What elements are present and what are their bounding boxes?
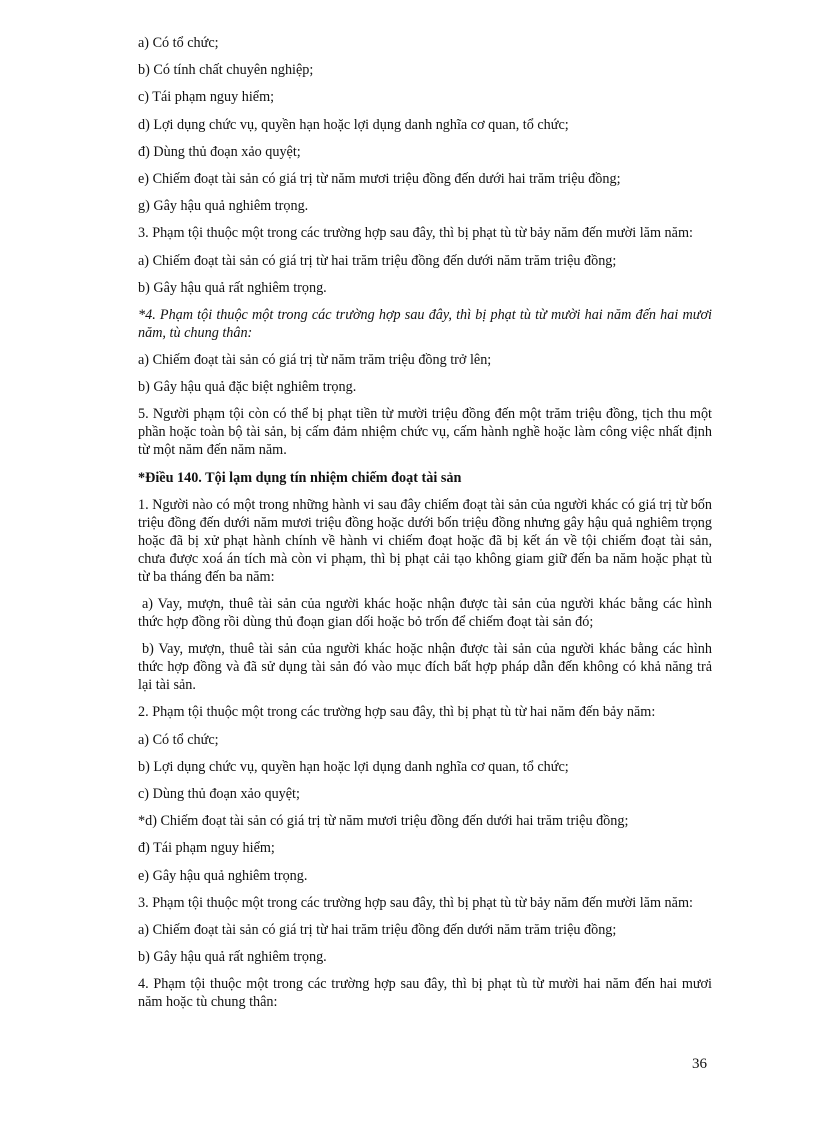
article-140-clause-a-value: a) Chiếm đoạt tài sản có giá trị từ hai trăm triệu đồng đến dưới năm trăm triệu đồng; [138, 921, 617, 938]
article-140-paragraph-4: 4. Phạm tội thuộc một trong các trường hợp sau đây, thì bị phạt tù từ mười hai năm đến hai mươi năm hoặc tù chung thân: [138, 976, 712, 1011]
article-140-clause-b-very-serious: b) Gây hậu quả rất nghiêm trọng. [138, 949, 327, 966]
article-140-clause-c-tricks: c) Dùng thủ đoạn xảo quyệt; [138, 785, 300, 802]
article-140-clause-e-consequences: e) Gây hậu quả nghiêm trọng. [138, 867, 308, 884]
clause-g-consequences: g) Gây hậu quả nghiêm trọng. [138, 198, 309, 215]
clause-a-value-over: a) Chiếm đoạt tài sản có giá trị từ năm trăm triệu đồng trở lên; [138, 352, 492, 369]
article-140-clause-a-organized: a) Có tổ chức; [138, 731, 219, 748]
paragraph-5: 5. Người phạm tội còn có thể bị phạt tiền từ mười triệu đồng đến một trăm triệu đồng, tịch thu một phần hoặc toàn bộ tài sản, bị cấm đảm nhiệm chức vụ, cấm hành nghề hoặc làm công việc nhất định từ một năm đến năm năm. [138, 406, 712, 459]
article-140-heading: *Điều 140. Tội lạm dụng tín nhiệm chiếm đoạt tài sản [138, 469, 462, 486]
clause-c-recidivism: c) Tái phạm nguy hiểm; [138, 89, 275, 106]
article-140-paragraph-1: 1. Người nào có một trong những hành vi sau đây chiếm đoạt tài sản của người khác có giá trị từ bốn triệu đồng đến dưới năm mươi triệu đồng hoặc dưới bốn triệu đồng nhưng gây hậu quả nghiêm trọng hoặc đã bị xử phạt hành chính về hành vi chiếm đoạt hoặc đã bị kết án về tội chiếm đoạt tài sản, chưa được xoá án tích mà còn vi phạm, thì bị phạt cải tạo không giam giữ đến ba năm hoặc phạt tù từ ba tháng đến ba năm: [138, 496, 712, 585]
clause-dd-tricks: đ) Dùng thủ đoạn xảo quyệt; [138, 143, 301, 160]
article-140-clause-b-abuse: b) Lợi dụng chức vụ, quyền hạn hoặc lợi dụng danh nghĩa cơ quan, tổ chức; [138, 758, 569, 775]
clause-a-organized: a) Có tổ chức; [138, 35, 219, 51]
document-body [138, 34, 712, 1020]
article-140-paragraph-3: 3. Phạm tội thuộc một trong các trường hợp sau đây, thì bị phạt tù từ bảy năm đến mười lăm năm: [138, 894, 693, 911]
clause-e-value: e) Chiếm đoạt tài sản có giá trị từ năm mươi triệu đồng đến dưới hai trăm triệu đồng; [138, 170, 621, 187]
article-140-clause-dd-recidivism: đ) Tái phạm nguy hiểm; [138, 840, 275, 857]
clause-b-very-serious: b) Gây hậu quả rất nghiêm trọng. [138, 279, 327, 296]
paragraph-3: 3. Phạm tội thuộc một trong các trường hợp sau đây, thì bị phạt tù từ bảy năm đến mười lăm năm: [138, 225, 693, 242]
page-number: 36 [692, 1056, 707, 1072]
clause-b-professional: b) Có tính chất chuyên nghiệp; [138, 62, 314, 79]
article-140-paragraph-2: 2. Phạm tội thuộc một trong các trường hợp sau đây, thì bị phạt tù từ hai năm đến bảy năm: [138, 704, 656, 721]
article-140-clause-a: a) Vay, mượn, thuê tài sản của người khác hoặc nhận được tài sản của người khác bằng các hình thức hợp đồng rồi dùng thủ đoạn gian dối hoặc bỏ trốn để chiếm đoạt tài sản đó; [138, 596, 712, 630]
clause-d-abuse-of-position: d) Lợi dụng chức vụ, quyền hạn hoặc lợi dụng danh nghĩa cơ quan, tổ chức; [138, 116, 569, 133]
article-140-clause-d-value: *d) Chiếm đoạt tài sản có giá trị từ năm mươi triệu đồng đến dưới hai trăm triệu đồng; [138, 813, 629, 830]
clause-a-value: a) Chiếm đoạt tài sản có giá trị từ hai trăm triệu đồng đến dưới năm trăm triệu đồng; [138, 252, 617, 269]
paragraph-4-amended: *4. Phạm tội thuộc một trong các trường hợp sau đây, thì bị phạt tù từ mười hai năm đến hai mươi năm, tù chung thân: [138, 306, 712, 341]
clause-b-especially-serious: b) Gây hậu quả đặc biệt nghiêm trọng. [138, 379, 357, 396]
article-140-clause-b: b) Vay, mượn, thuê tài sản của người khác hoặc nhận được tài sản của người khác bằng các hình thức hợp đồng và đã sử dụng tài sản đó vào mục đích bất hợp pháp dẫn đến không có khả năng trả lại tài sản. [138, 641, 712, 694]
